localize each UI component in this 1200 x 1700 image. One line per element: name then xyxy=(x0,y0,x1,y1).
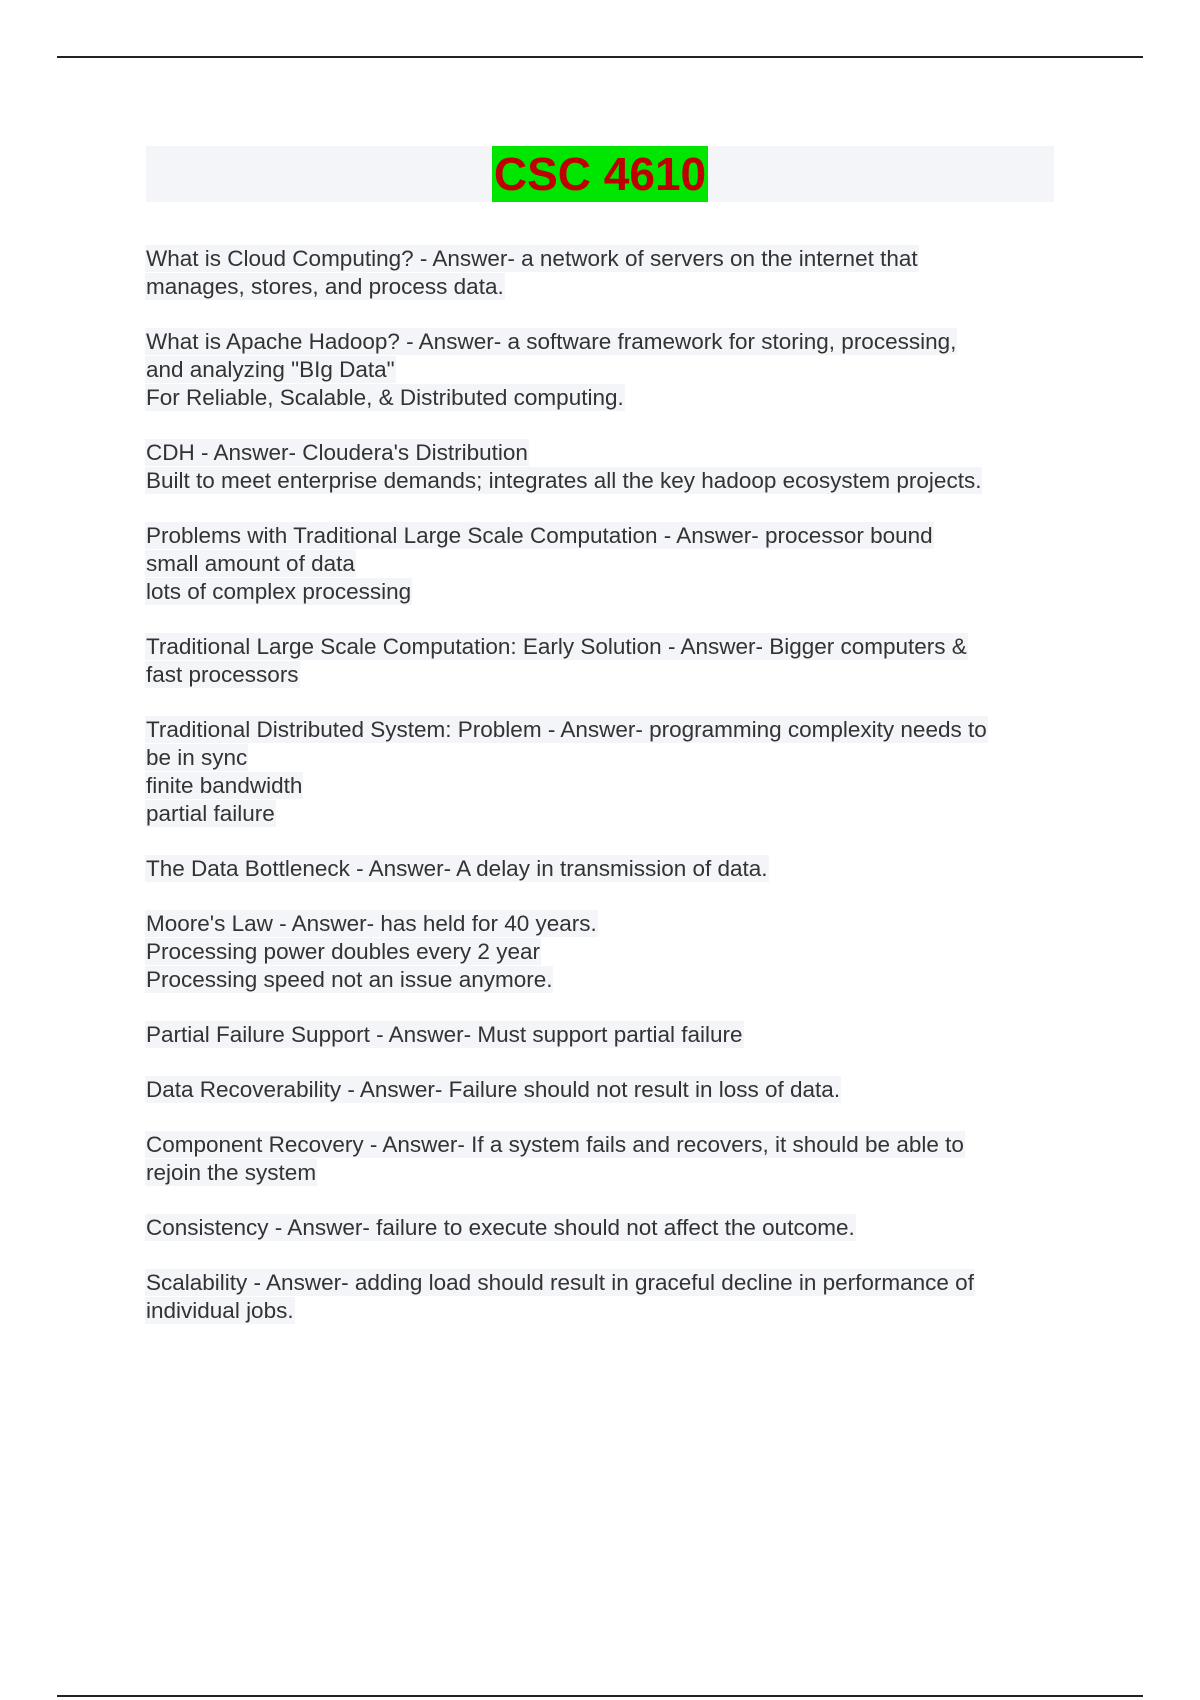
qa-line: rejoin the system xyxy=(146,1160,317,1185)
qa-line: Traditional Large Scale Computation: Early Solution - Answer- Bigger computers & xyxy=(146,634,967,659)
qa-line: be in sync xyxy=(146,745,248,770)
qa-line: fast processors xyxy=(146,662,299,687)
qa-line: Moore's Law - Answer- has held for 40 years. xyxy=(146,911,597,936)
qa-line: individual jobs. xyxy=(146,1298,294,1323)
page-title: CSC 4610 xyxy=(493,148,707,200)
qa-item xyxy=(146,328,1056,412)
qa-item xyxy=(146,1214,1056,1242)
qa-item xyxy=(146,439,1056,495)
qa-line: What is Cloud Computing? - Answer- a network of servers on the internet that xyxy=(146,246,918,271)
qa-line: For Reliable, Scalable, & Distributed computing. xyxy=(146,385,624,410)
qa-item xyxy=(146,522,1056,606)
qa-item xyxy=(146,1076,1056,1104)
qa-item xyxy=(146,245,1056,301)
top-rule xyxy=(57,56,1143,58)
qa-list xyxy=(146,245,1056,1352)
qa-line: Processing speed not an issue anymore. xyxy=(146,967,553,992)
qa-line: Problems with Traditional Large Scale Computation - Answer- processor bound xyxy=(146,523,933,548)
title-band xyxy=(146,146,1054,202)
bottom-rule xyxy=(57,1695,1143,1697)
qa-line: Traditional Distributed System: Problem - Answer- programming complexity needs to xyxy=(146,717,987,742)
qa-line: What is Apache Hadoop? - Answer- a software framework for storing, processing, xyxy=(146,329,957,354)
qa-line: Scalability - Answer- adding load should result in graceful decline in performance of xyxy=(146,1270,974,1295)
qa-line: and analyzing "BIg Data" xyxy=(146,357,395,382)
qa-line: partial failure xyxy=(146,801,275,826)
qa-line: The Data Bottleneck - Answer- A delay in transmission of data. xyxy=(146,856,768,881)
qa-item xyxy=(146,633,1056,689)
qa-line: lots of complex processing xyxy=(146,579,412,604)
qa-line: Consistency - Answer- failure to execute should not affect the outcome. xyxy=(146,1215,855,1240)
qa-line: small amount of data xyxy=(146,551,355,576)
qa-item xyxy=(146,1269,1056,1325)
qa-item xyxy=(146,855,1056,883)
qa-line: CDH - Answer- Cloudera's Distribution xyxy=(146,440,528,465)
qa-line: finite bandwidth xyxy=(146,773,303,798)
qa-line: manages, stores, and process data. xyxy=(146,274,504,299)
qa-line: Processing power doubles every 2 year xyxy=(146,939,540,964)
qa-line: Component Recovery - Answer- If a system fails and recovers, it should be able to xyxy=(146,1132,964,1157)
qa-line: Partial Failure Support - Answer- Must support partial failure xyxy=(146,1022,743,1047)
qa-line: Data Recoverability - Answer- Failure should not result in loss of data. xyxy=(146,1077,841,1102)
qa-item xyxy=(146,1131,1056,1187)
qa-item xyxy=(146,716,1056,828)
qa-line: Built to meet enterprise demands; integrates all the key hadoop ecosystem projects. xyxy=(146,468,982,493)
qa-item xyxy=(146,1021,1056,1049)
qa-item xyxy=(146,910,1056,994)
